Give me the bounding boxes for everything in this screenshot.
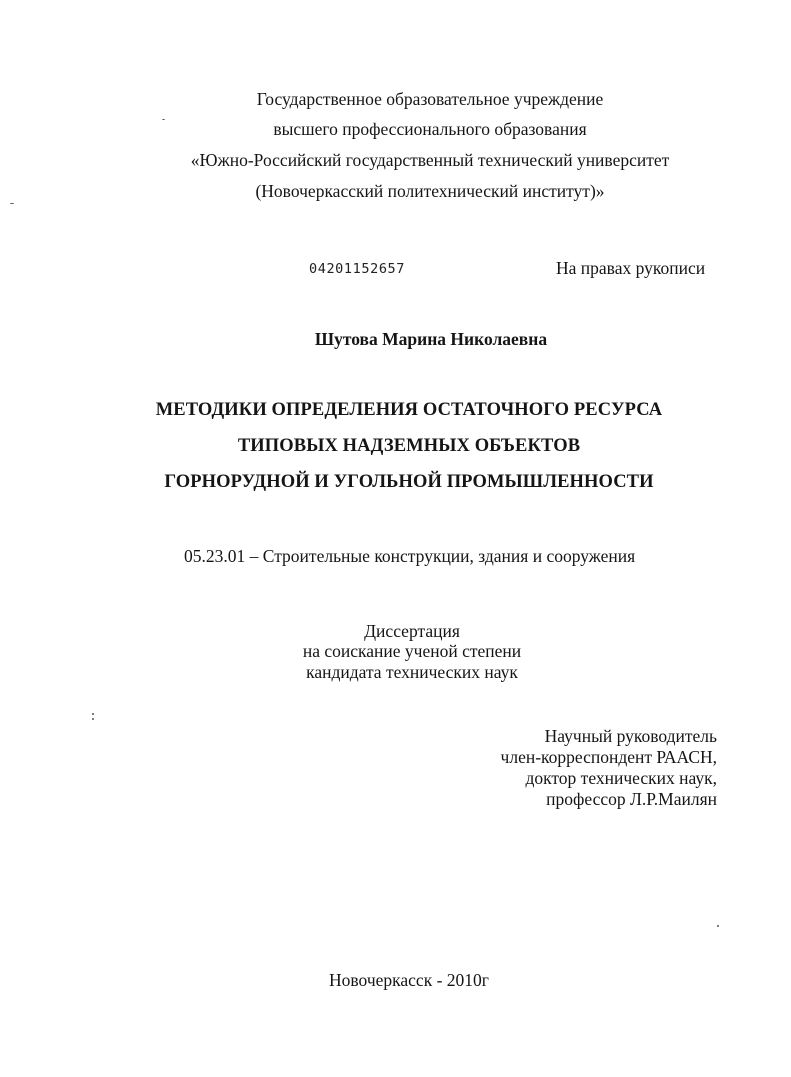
- scan-speck: [717, 925, 719, 927]
- title-line: ТИПОВЫХ НАДЗЕМНЫХ ОБЪЕКТОВ: [237, 436, 581, 456]
- scan-speck: [162, 119, 165, 120]
- specialty-code: 05.23.01 – Строительные конструкции, здания и сооружения: [184, 546, 636, 566]
- registry-code: 04201152657: [309, 261, 406, 277]
- advisor-line: доктор технических наук,: [525, 768, 717, 788]
- scan-speck: [92, 718, 94, 720]
- place-year: Новочеркасск - 2010г: [329, 970, 489, 990]
- advisor-line: профессор Л.Р.Маилян: [546, 789, 717, 809]
- scan-speck: [92, 713, 94, 715]
- advisor-line: Научный руководитель: [544, 726, 717, 746]
- title-line: ГОРНОРУДНОЙ И УГОЛЬНОЙ ПРОМЫШЛЕННОСТИ: [164, 472, 654, 492]
- dissertation-line: Диссертация: [364, 621, 460, 641]
- advisor-line: член-корреспондент РААСН,: [500, 747, 717, 767]
- organization-line: Государственное образовательное учреждение: [256, 89, 604, 109]
- dissertation-line: кандидата технических наук: [306, 662, 518, 682]
- scan-speck: [10, 203, 14, 204]
- title-line: МЕТОДИКИ ОПРЕДЕЛЕНИЯ ОСТАТОЧНОГО РЕСУРСА: [155, 400, 663, 420]
- rights-note: На правах рукописи: [556, 258, 706, 278]
- organization-line: «Южно-Российский государственный технический университет: [190, 150, 670, 170]
- organization-line: (Новочеркасский политехнический институт)»: [255, 181, 605, 201]
- organization-line: высшего профессионального образования: [273, 119, 587, 139]
- dissertation-line: на соискание ученой степени: [302, 641, 522, 661]
- author-name: Шутова Марина Николаевна: [314, 329, 548, 349]
